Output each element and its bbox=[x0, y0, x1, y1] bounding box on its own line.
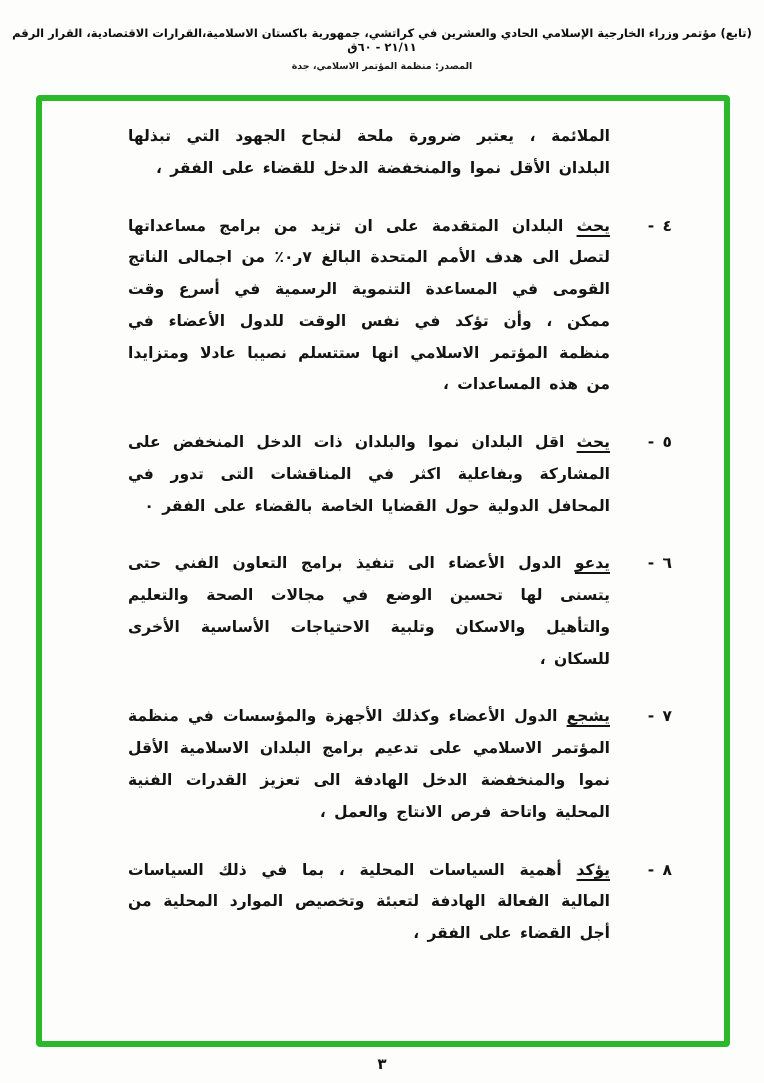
list-item-6 bbox=[128, 548, 672, 675]
item-text bbox=[128, 427, 610, 522]
paragraph-continuation: الملائمة ، يعتبر ضرورة ملحة لنجاح الجهود التي تبذلها البلدان الأقل نموا والمنخفضة الدخل للقضاء على الفقر ، bbox=[128, 127, 610, 177]
highlight-frame bbox=[36, 95, 730, 1047]
item-text bbox=[128, 701, 610, 828]
item-number: ٥ - bbox=[647, 433, 672, 452]
item-lead-word: يدعو bbox=[574, 554, 610, 573]
document-body bbox=[42, 101, 724, 950]
item-body-text: أهمية السياسات المحلية ، بما في ذلك السياسات المالية الفعالة الهادفة لتعبئة وتخصيص الموارد المحلية من أجل القضاء على الفقر ، bbox=[128, 860, 610, 943]
item-body-text: الدول الأعضاء وكذلك الأجهزة والمؤسسات في منظمة المؤتمر الاسلامي على تدعيم برامج البلدان الاسلامية الأقل نموا والمنخفضة الدخل الهادفة الى تعزيز القدرات الفنية المحلية واتاحة فرص الانتاج والعمل ، bbox=[128, 707, 610, 821]
item-lead-word: يحث bbox=[576, 433, 610, 452]
list-item-7 bbox=[128, 701, 672, 828]
list-item-4 bbox=[128, 211, 672, 402]
item-number: ٧ - bbox=[647, 707, 672, 726]
item-lead-word: يحث bbox=[576, 216, 610, 235]
item-body-text: الدول الأعضاء الى تنفيذ برامج التعاون الفني حتى يتسنى لها تحسين الوضع في مجالات الصحة والتعليم والتأهيل والاسكان وتلبية الاحتياجات الأساسية الأخرى للسكان ، bbox=[128, 554, 610, 668]
item-lead-word: يؤكد bbox=[576, 860, 610, 879]
item-body-text: البلدان المتقدمة على ان تزيد من برامج مساعداتها لتصل الى هدف الأمم المتحدة البالغ ٧ر٠٪ من اجمالى الناتج القومى في المساعدة التنموية الرسمية في أسرع وقت ممكن ، وأن تؤكد في نفس الوقت للدول الأعضاء في منظمة المؤتمر الاسلامي انها ستتسلم نصيبا عادلا ومتزايدا من هذه المساعدات ، bbox=[128, 216, 611, 394]
item-text bbox=[128, 855, 610, 950]
page-number: ٣ bbox=[377, 1055, 387, 1073]
document-title: (تابع) مؤتمر وزراء الخارجية الإسلامي الحادي والعشرين في كراتشي، جمهورية باكستان الاسلامية،القرارات الاقتصادية، القرار الرقم ٢١/١١ - ٦٠ق bbox=[12, 26, 752, 54]
list-item-8 bbox=[128, 855, 672, 950]
document-header bbox=[0, 0, 764, 72]
item-body-text: اقل البلدان نموا والبلدان ذات الدخل المنخفض على المشاركة وبفاعلية اكثر في المناقشات التى تدور في المحافل الدولية حول القضايا الخاصة بالقضاء على الفقر ٠ bbox=[128, 433, 610, 515]
item-number: ٨ - bbox=[647, 860, 672, 879]
item-text bbox=[128, 548, 610, 675]
item-number: ٤ - bbox=[647, 216, 672, 235]
item-lead-word: يشجع bbox=[566, 707, 610, 726]
list-item-5 bbox=[128, 427, 672, 522]
item-text bbox=[128, 211, 610, 402]
item-number: ٦ - bbox=[647, 554, 672, 573]
document-source: المصدر: منظمة المؤتمر الاسلامي، جدة bbox=[291, 61, 473, 72]
